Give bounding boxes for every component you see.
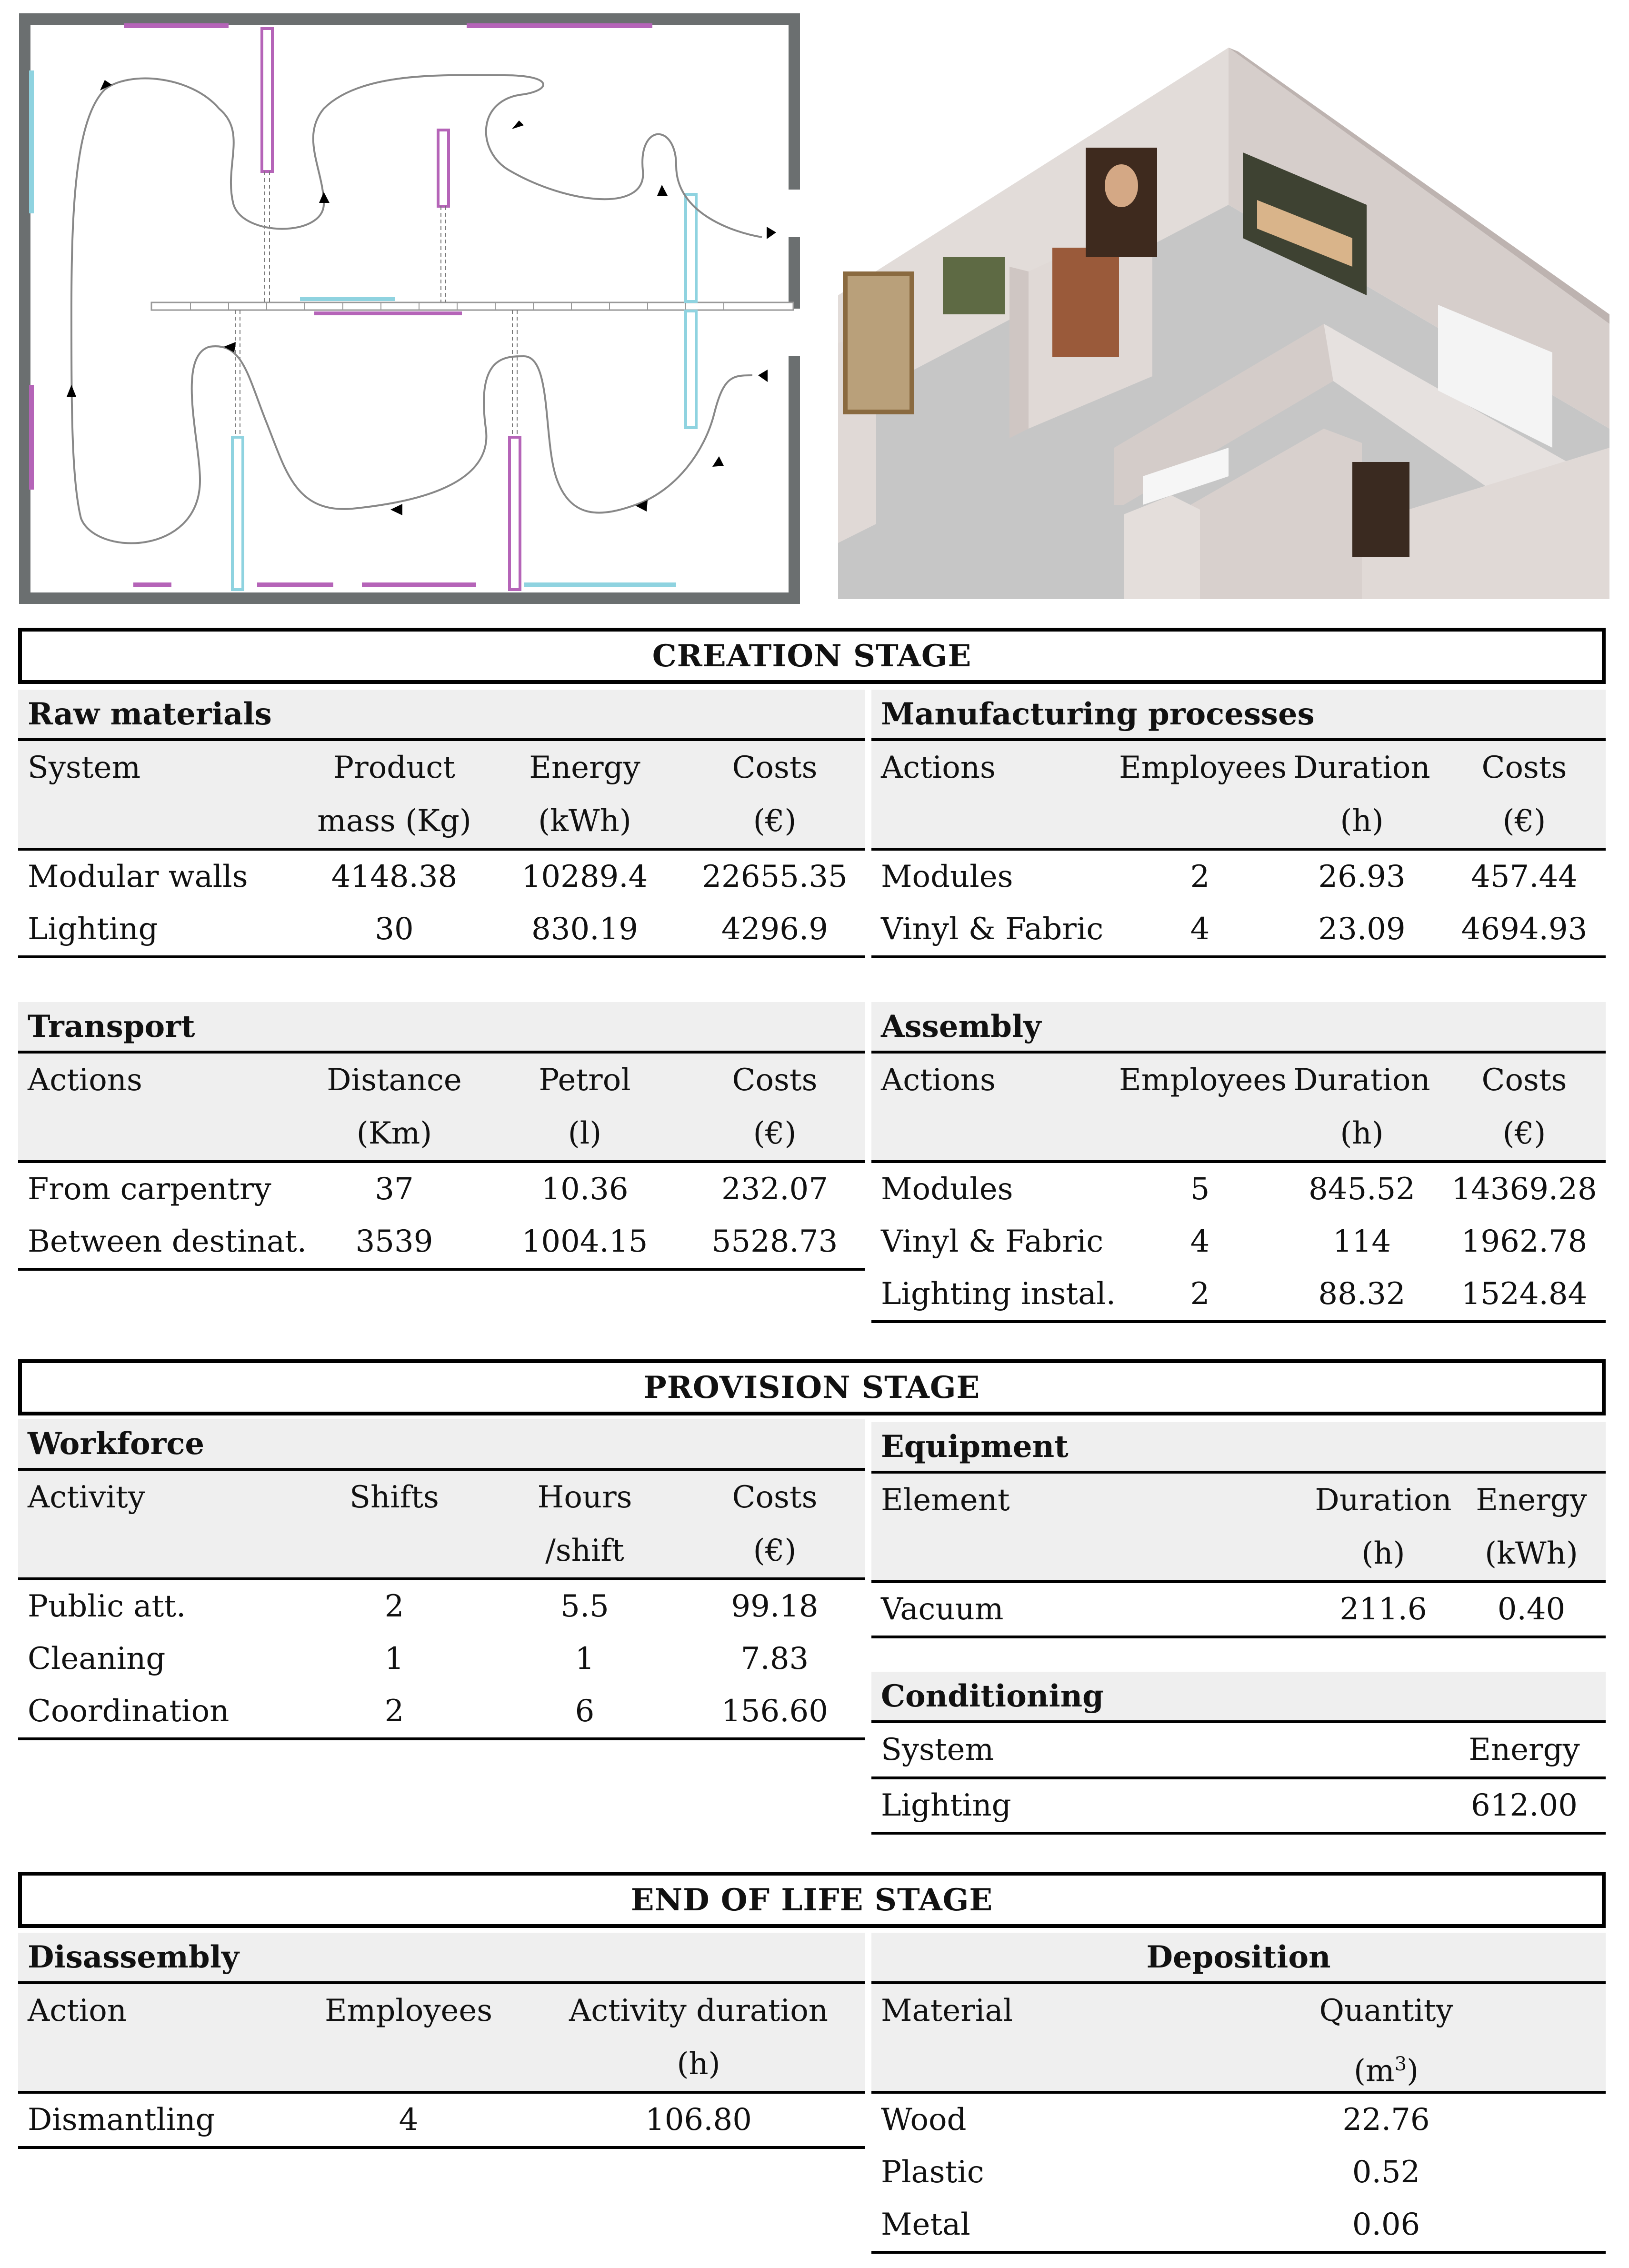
- assembly-table: [871, 1002, 1606, 1323]
- section-title: Workforce: [18, 1419, 865, 1471]
- table-header: Actions Employees Duration (h) Costs (€): [871, 1054, 1606, 1163]
- table-header: Actions Distance (Km) Petrol (l) Costs (€): [18, 1054, 865, 1163]
- table-row: Wood 22.76: [881, 2102, 1430, 2138]
- table-header: Action Employees Activity duration (h): [18, 1984, 865, 2094]
- table-row: Cleaning 1 1 7.83: [28, 1641, 809, 1676]
- table-row: Lighting 30 830.19 4296.9: [18, 903, 865, 958]
- table-row: Modular walls 4148.38 10289.4 22655.35: [28, 859, 848, 894]
- equipment-table: [871, 1422, 1606, 1638]
- table-header: Material Quantity $(m^3)$: [871, 1984, 1606, 2094]
- workforce-table: [18, 1419, 865, 1740]
- table-row: From carpentry 37 10.36 232.07: [28, 1172, 828, 1207]
- section-title: Transport: [18, 1002, 865, 1054]
- section-title: Manufacturing processes: [871, 690, 1606, 741]
- table-row: Metal 0.06: [871, 2198, 1606, 2254]
- table-header: Actions Employees Duration (h) Costs (€): [871, 741, 1606, 851]
- provision-stage-title: PROVISION STAGE: [18, 1359, 1606, 1415]
- table-row: Lighting instal. 2 88.32 1524.84: [871, 1268, 1606, 1323]
- table-header: System Product mass (Kg) Energy (kWh) Costs (€): [18, 741, 865, 851]
- central-spine: [151, 302, 793, 310]
- table-row: Coordination 2 6 156.60: [18, 1685, 865, 1740]
- conditioning-table: [871, 1672, 1606, 1835]
- section-title: Assembly: [871, 1002, 1606, 1054]
- raw-materials-table: [18, 690, 865, 958]
- table-header: Element Duration (h) Energy (kWh): [871, 1474, 1606, 1583]
- table-row: Modules 2 26.93 457.44: [881, 859, 1578, 894]
- section-title: Conditioning: [871, 1672, 1606, 1723]
- table-row: Vacuum 211.6 0.40: [871, 1583, 1606, 1638]
- section-title: Equipment: [871, 1422, 1606, 1474]
- table-row: Lighting 612.00: [871, 1779, 1606, 1835]
- manufacturing-table: [871, 690, 1606, 958]
- floor-plan-diagram: [19, 13, 800, 604]
- deposition-table: [871, 1933, 1606, 2254]
- table-header: Activity Shifts Hours /shift Costs (€): [18, 1471, 865, 1580]
- table-row: Vinyl & Fabric 4 23.09 4694.93: [871, 903, 1606, 958]
- table-row: Plastic 0.52: [881, 2155, 1420, 2190]
- route-arrows: [67, 80, 776, 515]
- table-row: Public att. 2 5.5 99.18: [28, 1589, 819, 1624]
- table-row: Between destinat. 3539 1004.15 5528.73: [18, 1215, 865, 1271]
- disassembly-table: [18, 1933, 865, 2149]
- section-title: Deposition: [871, 1933, 1606, 1984]
- gallery-room-render: [838, 48, 1609, 599]
- section-title: Disassembly: [18, 1933, 865, 1984]
- section-title: Raw materials: [18, 690, 865, 741]
- creation-stage-title: CREATION STAGE: [18, 628, 1606, 684]
- end-of-life-stage-title: END OF LIFE STAGE: [18, 1872, 1606, 1928]
- table-row: Dismantling 4 106.80: [18, 2094, 865, 2149]
- table-row: Vinyl & Fabric 4 114 1962.78: [881, 1224, 1588, 1259]
- table-header: System Energy: [871, 1723, 1606, 1779]
- transport-table: [18, 1002, 865, 1271]
- table-row: Modules 5 845.52 14369.28: [881, 1172, 1597, 1207]
